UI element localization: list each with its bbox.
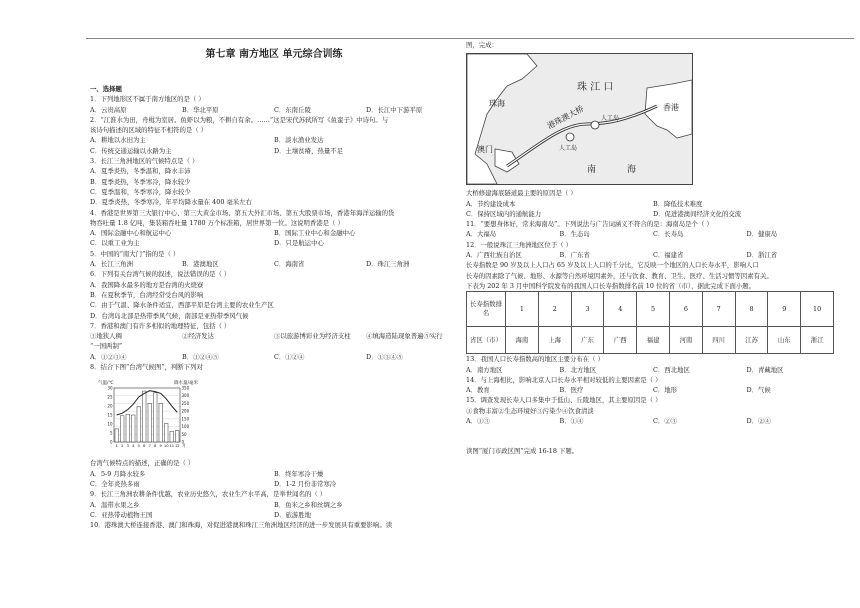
table-cell-province: 河南 xyxy=(669,327,702,354)
table-cell-province: 广东 xyxy=(571,327,604,354)
table-cell-rank: 7 xyxy=(702,292,735,327)
table-cell-province: 山东 xyxy=(768,327,801,354)
option-row xyxy=(90,135,458,145)
axis-label-precip: 降水量/毫米 xyxy=(173,381,198,387)
option-row xyxy=(90,146,458,156)
option-text: C．亚热带动植物王国 xyxy=(90,510,153,519)
option-row xyxy=(90,469,458,479)
option-text: D．②④ xyxy=(746,417,771,426)
label-island-2: 人工岛 xyxy=(601,115,620,123)
option-row xyxy=(90,259,458,269)
table-cell-province: 海南 xyxy=(506,327,539,354)
option-text: C．以重工业为主 xyxy=(90,239,140,248)
option-text: C．保持区域内的通航能力 xyxy=(466,209,542,218)
option-text: C．②③ xyxy=(653,417,678,426)
question-line: 长寿指数是 90 岁及以上人口占 65 岁及以上人口的千分比，它反映一个地区的人口长寿水平，影响人口 xyxy=(466,261,759,270)
table-head-rank: 长寿指数排名 xyxy=(467,292,506,327)
question-line: “一国两制” xyxy=(90,342,123,351)
question-line: 4．香港是世界第三大银行中心、第三大黄金市场、第五大外汇市场、第五大股票市场，香港年海洋运输的货 xyxy=(90,208,395,217)
option-text: D．1-2 月份非常寒冷 xyxy=(274,479,337,488)
precip-bar xyxy=(137,407,141,442)
option-text: C．①②④ xyxy=(274,352,305,361)
question-line: A．夏季炎热，冬季温和，降水丰沛 xyxy=(90,167,191,176)
option-text: A．①③ xyxy=(466,417,490,426)
question-line: 8．结合下图“台湾气候图”，判断下列对 xyxy=(90,363,203,372)
question-line: C．夏季温和，冬季寒冷，降水较少 xyxy=(90,187,191,196)
precip-tick-label: 100 xyxy=(181,424,190,430)
left-column xyxy=(90,44,458,530)
precip-bar xyxy=(115,429,119,442)
question-line: 物吞吐量 1.8 亿吨，集装箱吞吐量 1780 万个标准箱，居世界第一位。这说明香港是（ ） xyxy=(90,218,344,227)
question-line: 2．“江淮水为田，舟楫为室居。鱼虾以为粮，不耕自有余。……”这是宋代苏轼所写《鱼蛮子》中诗句。与 xyxy=(90,115,389,124)
left-questions xyxy=(90,94,458,530)
header-rule xyxy=(86,38,854,39)
table-cell-rank: 1 xyxy=(506,292,539,327)
option-text: A．5-9 月降水较多 xyxy=(90,469,146,478)
temp-tick-label: 30 xyxy=(107,385,113,391)
question-line: 9．长江三角洲农耕条件优越，农业历史悠久，农业生产水平高，是举世闻名的（ ） xyxy=(90,490,327,499)
table-cell-province: 上海 xyxy=(538,327,571,354)
option-text: D．长江中下游平原 xyxy=(366,105,423,114)
table-cell-rank: 2 xyxy=(538,292,571,327)
precip-bar xyxy=(175,431,179,443)
document-title: 第七章 南方地区 单元综合训练 xyxy=(205,49,343,60)
option-text: A．教育 xyxy=(466,386,490,395)
precip-tick-label: 0 xyxy=(181,439,185,445)
question-line: 长寿的因素除了气候、地形、水源等自然环境因素外，还与饮食、教育、卫生、医疗、生活习惯等因素有关。 xyxy=(466,271,773,280)
option-text: A．大福岛 xyxy=(466,230,497,239)
question-line: ①食物丰富②生态环境好③污染少④饮食清淡 xyxy=(466,406,594,415)
option-text: B．北方地区 xyxy=(559,365,597,374)
option-text: B．淡水渔业发达 xyxy=(274,136,324,145)
option-text: B．华北平原 xyxy=(182,105,219,114)
question-line: 大桥修建海底隧道最主要的原因是（ ） xyxy=(466,189,577,198)
month-tick-label: 12 xyxy=(174,443,180,449)
precip-bar xyxy=(159,404,163,443)
precip-bar xyxy=(170,432,174,443)
option-text: A．长江三角洲 xyxy=(90,260,133,269)
table-cell-rank: 10 xyxy=(801,292,834,327)
right-column xyxy=(466,40,840,457)
axis-label-temp: 气温/℃ xyxy=(98,381,114,387)
table-row-province xyxy=(467,327,834,354)
option-row xyxy=(90,352,458,362)
section-heading: 一、选择题 xyxy=(90,85,122,93)
month-tick-label: 4 xyxy=(132,443,135,449)
table-cell-province: 江苏 xyxy=(735,327,768,354)
precip-bar xyxy=(164,424,168,443)
option-row xyxy=(90,228,458,238)
map-intro: 图，完成： xyxy=(466,41,498,49)
label-south: 南 xyxy=(587,165,597,176)
right-questions-a xyxy=(466,188,840,291)
precip-bar xyxy=(142,391,146,442)
artificial-island-east xyxy=(591,121,599,129)
option-row xyxy=(90,331,458,341)
precip-bar xyxy=(120,416,124,442)
option-row xyxy=(90,238,458,248)
option-text: C．海南省 xyxy=(274,260,305,269)
question-line: B．夏季炎热，冬季寒冷，降水较少 xyxy=(90,177,191,186)
option-text: A．广西壮族自治区 xyxy=(466,251,522,260)
option-text: C．全年炎热多雨 xyxy=(90,479,140,488)
option-text: C．东南丘陵 xyxy=(274,105,311,114)
question-line: C．由于气温、降水条件适宜，西部平原是台湾主要的农业生产区 xyxy=(90,301,274,310)
table-cell-rank: 6 xyxy=(669,292,702,327)
option-text: C．地形 xyxy=(653,386,678,395)
option-row xyxy=(466,416,840,426)
month-tick-label: 8 xyxy=(154,443,157,449)
option-row xyxy=(90,479,458,489)
table-cell-rank: 3 xyxy=(571,292,604,327)
table-cell-province: 四川 xyxy=(702,327,735,354)
label-hongkong: 香港 xyxy=(663,103,679,113)
option-row xyxy=(466,209,840,219)
question-line: A．我国降水最多的地方是台湾的火烧寮 xyxy=(90,280,204,289)
option-text: D．青藏地区 xyxy=(746,365,784,374)
temp-tick-label: 20 xyxy=(107,403,113,409)
table-cell-province: 浙江 xyxy=(801,327,834,354)
question-line: 11．“要想身体好，常来海南岛”。下列说法与广告词涵义不符合的是：海南岛是个（ ） xyxy=(466,220,713,229)
option-text: B．①②④⑤ xyxy=(182,352,219,361)
option-row xyxy=(90,500,458,510)
precip-tick-label: 250 xyxy=(181,401,190,407)
question-line: 7．香港和澳门有许多相似的地理特征，包括（ ） xyxy=(90,321,231,330)
option-text: C．福建省 xyxy=(653,251,684,260)
label-island-1: 人工岛 xyxy=(559,145,578,153)
question-line: 15．调查发现长寿人口多集中于低山、丘陵地区，其主要原因是（ ） xyxy=(466,396,662,405)
table-cell-rank: 5 xyxy=(637,292,670,327)
option-text: ②经济发达 xyxy=(182,332,214,341)
option-text: D．只是航运中心 xyxy=(274,239,324,248)
temp-tick-label: 15 xyxy=(107,412,113,418)
option-text: D．土壤贫瘠，热量不足 xyxy=(274,146,344,155)
month-unit-label: 月 xyxy=(182,443,186,449)
option-text: A．①②③④ xyxy=(90,352,127,361)
option-text: B．港澳地区 xyxy=(182,260,219,269)
table-cell-province: 福建 xyxy=(637,327,670,354)
question-line: B．在夏秋季节，台湾经常受台风的影响 xyxy=(90,290,204,299)
option-row xyxy=(466,250,840,260)
option-row xyxy=(90,510,458,520)
map-graphic xyxy=(467,54,692,184)
table-cell-rank: 9 xyxy=(768,292,801,327)
label-zhujiangkou: 珠 江 口 xyxy=(577,82,614,94)
option-text: A．南方地区 xyxy=(466,365,503,374)
option-text: A．国际金融中心和航运中心 xyxy=(90,229,172,238)
option-text: C．西北地区 xyxy=(653,365,690,374)
option-row xyxy=(90,105,458,115)
option-text: B．广东省 xyxy=(559,251,590,260)
month-tick-label: 10 xyxy=(163,443,169,449)
option-text: ①地狭人稠 xyxy=(90,332,122,341)
precip-bar xyxy=(148,404,152,443)
label-macau: 澳门 xyxy=(477,145,493,155)
question-line: 台湾气候特点的描述，正确的是（ ） xyxy=(90,459,195,468)
temp-tick-label: 0 xyxy=(109,439,113,445)
option-text: C．传统交通运输以水路为主 xyxy=(90,146,172,155)
option-row xyxy=(466,199,840,209)
table-cell-province: 广西 xyxy=(604,327,637,354)
option-row xyxy=(466,365,840,375)
option-text: D．促进港澳间经济文化的交流 xyxy=(653,209,742,218)
hzmb-map xyxy=(466,53,693,185)
question-line: 13．我国人口长寿指数高的地区主要分布在（ ） xyxy=(466,355,604,364)
precip-bar xyxy=(131,415,135,442)
option-text: D．气候 xyxy=(746,386,771,395)
option-text: ③以旅游博彩业为经济支柱 xyxy=(274,332,351,341)
option-text: D．浙江省 xyxy=(746,251,778,260)
option-text: A．温带水果之乡 xyxy=(90,500,140,509)
question-line: 3．长江三角洲地区的气候特点是（ ） xyxy=(90,157,199,166)
option-text: B．降低技术难度 xyxy=(653,199,703,208)
table-row-rank xyxy=(467,292,834,327)
month-tick-label: 5 xyxy=(137,443,140,449)
month-tick-label: 2 xyxy=(121,443,124,449)
option-text: D．①③④⑤ xyxy=(366,352,404,361)
month-tick-label: 11 xyxy=(169,443,175,449)
question-line: 10．港珠澳大桥连接香港、澳门和珠海，对促进港澳和珠江三角洲地区经济的进一步发展具有重要影响。读 xyxy=(90,521,393,530)
option-text: ④填海造陆现象普遍⑤实行 xyxy=(366,332,443,341)
climate-chart-svg xyxy=(98,376,198,454)
option-text: B．医疗 xyxy=(559,386,584,395)
question-line: 6．下列有关台湾气候的叙述，说法错误的是（ ） xyxy=(90,270,231,279)
month-tick-label: 9 xyxy=(159,443,162,449)
question-line: 1．下列地形区不属于南方地区的是（ ） xyxy=(90,95,205,104)
taiwan-climate-chart xyxy=(98,376,198,454)
option-row xyxy=(466,385,840,395)
artificial-island-west xyxy=(566,133,574,141)
precip-tick-label: 200 xyxy=(181,408,190,414)
question-line: D．夏季炎热，冬季寒冷，年平均降水量在 400 毫米左右 xyxy=(90,198,252,207)
option-text: B．生态岛 xyxy=(559,230,590,239)
temp-tick-label: 25 xyxy=(107,394,113,400)
option-text: A．耕地以水田为主 xyxy=(90,136,146,145)
precip-tick-label: 50 xyxy=(181,432,187,438)
longevity-table xyxy=(466,291,834,354)
precip-tick-label: 300 xyxy=(181,393,190,399)
option-text: C．长寿岛 xyxy=(653,230,684,239)
question-line: 该诗句描述的区域的特征不相符的是（ ） xyxy=(90,126,208,135)
question-line: D．台湾岛北部是热带季风气候，南部是亚热带季风气候 xyxy=(90,311,249,320)
option-text: B．鱼米之乡和丝绸之乡 xyxy=(274,500,343,509)
question-line: 5．中国的“南大门”指的是（ ） xyxy=(90,249,180,258)
read-map-instruction: 读图“厦门市政区图”完成 16-18 下题。 xyxy=(466,447,579,456)
month-tick-label: 6 xyxy=(143,443,146,449)
option-text: D．旅游胜地 xyxy=(274,510,312,519)
table-head-province: 省区（市） xyxy=(467,327,506,354)
temp-tick-label: 10 xyxy=(107,421,113,427)
option-text: A．节约建设成本 xyxy=(466,199,516,208)
option-text: A．云贵高原 xyxy=(90,105,127,114)
right-questions-b xyxy=(466,354,840,426)
precip-bar xyxy=(153,393,157,442)
precip-tick-label: 150 xyxy=(181,416,190,422)
month-tick-label: 7 xyxy=(148,443,151,449)
table-cell-rank: 8 xyxy=(735,292,768,327)
option-text: B．国际工业中心和金融中心 xyxy=(274,229,356,238)
label-bridge: 港珠澳大桥 xyxy=(545,104,586,132)
question-line: 下表为 202 年 3 月中国科学院发布的我国人口长寿指数排名前 10 位的省（市），据此完成下面小题。 xyxy=(466,281,756,290)
month-tick-label: 3 xyxy=(126,443,129,449)
question-line: 12．一般说珠江三角洲地区位于（ ） xyxy=(466,240,573,249)
temp-tick-label: 5 xyxy=(109,430,113,436)
option-row xyxy=(466,229,840,239)
label-sea: 海 xyxy=(627,165,637,176)
month-tick-label: 1 xyxy=(115,443,118,449)
precip-tick-label: 350 xyxy=(181,385,190,391)
precip-bar xyxy=(126,415,130,443)
question-line: 14．与上海相比，影响北京人口长寿水平相对较低的主要因素是（ ） xyxy=(466,375,662,384)
option-text: B．终年寒冷干燥 xyxy=(274,469,324,478)
table-cell-rank: 4 xyxy=(604,292,637,327)
option-text: B．①④ xyxy=(559,417,584,426)
label-zhuhai: 珠海 xyxy=(489,99,505,109)
option-text: D．珠江三角洲 xyxy=(366,260,410,269)
option-text: D．健康岛 xyxy=(746,230,778,239)
